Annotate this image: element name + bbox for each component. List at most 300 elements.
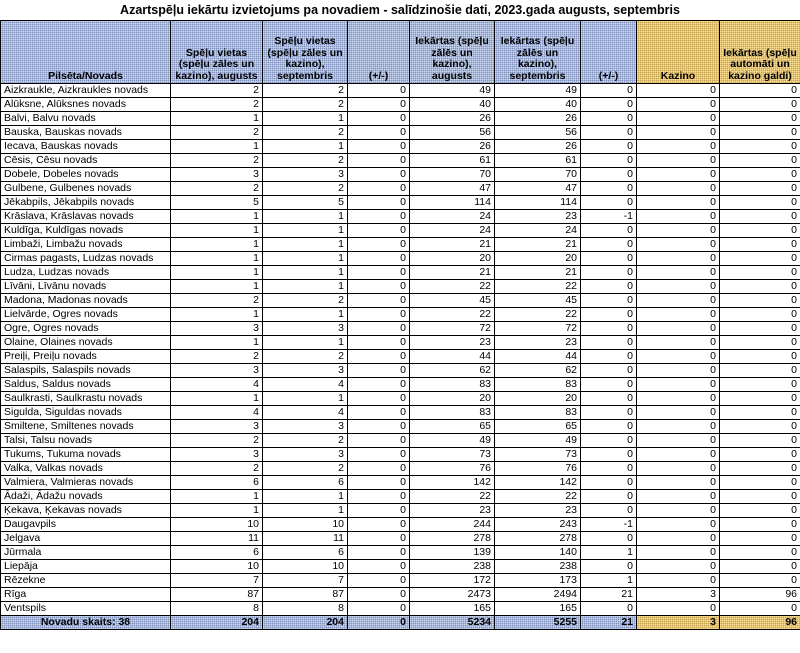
footer-cell: 3 (637, 616, 720, 630)
value-cell: 2 (263, 182, 348, 196)
value-cell: 0 (348, 224, 410, 238)
table-row (1, 252, 800, 266)
value-cell: 23 (495, 504, 581, 518)
value-cell: 0 (348, 434, 410, 448)
value-cell: 0 (348, 448, 410, 462)
table-row (1, 196, 800, 210)
value-cell: 165 (495, 602, 581, 616)
header-row (1, 21, 800, 84)
value-cell: 2 (171, 154, 263, 168)
table-row (1, 308, 800, 322)
value-cell: -1 (581, 518, 637, 532)
value-cell: 3 (263, 420, 348, 434)
city-cell: Smiltene, Smiltenes novads (1, 420, 171, 434)
city-cell: Līvāni, Līvānu novads (1, 280, 171, 294)
value-cell: 22 (495, 308, 581, 322)
value-cell: 2 (263, 98, 348, 112)
value-cell: 1 (581, 574, 637, 588)
value-cell: 0 (348, 154, 410, 168)
value-cell: 0 (581, 476, 637, 490)
table-row (1, 448, 800, 462)
value-cell: 5 (171, 196, 263, 210)
value-cell: -1 (581, 210, 637, 224)
city-cell: Cēsis, Cēsu novads (1, 154, 171, 168)
value-cell: 0 (637, 112, 720, 126)
header-diff-devices: (+/-) (581, 21, 637, 84)
value-cell: 1 (171, 252, 263, 266)
value-cell: 0 (581, 322, 637, 336)
value-cell: 76 (410, 462, 495, 476)
value-cell: 0 (637, 84, 720, 98)
value-cell: 0 (720, 406, 800, 420)
value-cell: 0 (581, 490, 637, 504)
value-cell: 0 (720, 420, 800, 434)
value-cell: 73 (410, 448, 495, 462)
value-cell: 0 (720, 210, 800, 224)
value-cell: 22 (410, 280, 495, 294)
value-cell: 0 (348, 182, 410, 196)
value-cell: 45 (410, 294, 495, 308)
value-cell: 21 (581, 588, 637, 602)
value-cell: 0 (720, 448, 800, 462)
value-cell: 1 (263, 336, 348, 350)
table-row (1, 322, 800, 336)
value-cell: 0 (581, 126, 637, 140)
value-cell: 0 (637, 140, 720, 154)
value-cell: 3 (263, 448, 348, 462)
table-row (1, 588, 800, 602)
footer-cell: 5255 (495, 616, 581, 630)
value-cell: 0 (720, 154, 800, 168)
value-cell: 0 (581, 602, 637, 616)
value-cell: 278 (495, 532, 581, 546)
value-cell: 22 (410, 308, 495, 322)
value-cell: 1 (171, 504, 263, 518)
table-row (1, 84, 800, 98)
value-cell: 8 (171, 602, 263, 616)
value-cell: 0 (637, 448, 720, 462)
value-cell: 0 (348, 280, 410, 294)
table-row (1, 210, 800, 224)
value-cell: 0 (348, 602, 410, 616)
value-cell: 11 (171, 532, 263, 546)
value-cell: 1 (263, 112, 348, 126)
value-cell: 2 (171, 434, 263, 448)
city-cell: Madona, Madonas novads (1, 294, 171, 308)
city-cell: Aizkraukle, Aizkraukles novads (1, 84, 171, 98)
value-cell: 0 (581, 84, 637, 98)
value-cell: 0 (581, 406, 637, 420)
table-row (1, 280, 800, 294)
city-cell: Saulkrasti, Saulkrastu novads (1, 392, 171, 406)
value-cell: 3 (171, 420, 263, 434)
value-cell: 2 (263, 126, 348, 140)
value-cell: 0 (637, 280, 720, 294)
value-cell: 3 (171, 322, 263, 336)
value-cell: 0 (637, 560, 720, 574)
value-cell: 6 (171, 476, 263, 490)
footer-cell: 5234 (410, 616, 495, 630)
header-diff-places: (+/-) (348, 21, 410, 84)
table-row (1, 518, 800, 532)
value-cell: 0 (348, 84, 410, 98)
city-cell: Balvi, Balvu novads (1, 112, 171, 126)
value-cell: 10 (171, 518, 263, 532)
value-cell: 0 (720, 252, 800, 266)
value-cell: 0 (720, 294, 800, 308)
value-cell: 26 (410, 112, 495, 126)
value-cell: 0 (720, 574, 800, 588)
value-cell: 2 (171, 350, 263, 364)
value-cell: 0 (637, 168, 720, 182)
value-cell: 0 (720, 504, 800, 518)
value-cell: 24 (495, 224, 581, 238)
value-cell: 20 (410, 392, 495, 406)
table-row (1, 476, 800, 490)
city-cell: Ventspils (1, 602, 171, 616)
value-cell: 0 (581, 196, 637, 210)
table-row (1, 224, 800, 238)
value-cell: 0 (637, 378, 720, 392)
value-cell: 0 (581, 434, 637, 448)
value-cell: 0 (581, 420, 637, 434)
value-cell: 3 (263, 364, 348, 378)
footer-cell: 204 (263, 616, 348, 630)
city-cell: Olaine, Olaines novads (1, 336, 171, 350)
value-cell: 0 (637, 574, 720, 588)
value-cell: 0 (720, 322, 800, 336)
value-cell: 0 (581, 224, 637, 238)
value-cell: 7 (263, 574, 348, 588)
value-cell: 0 (720, 336, 800, 350)
value-cell: 0 (581, 182, 637, 196)
header-devices-sep: Iekārtas (spēļu zālēs un kazino), septembris (495, 21, 581, 84)
value-cell: 0 (348, 238, 410, 252)
value-cell: 0 (581, 350, 637, 364)
table-row (1, 112, 800, 126)
value-cell: 278 (410, 532, 495, 546)
value-cell: 73 (495, 448, 581, 462)
value-cell: 0 (720, 308, 800, 322)
value-cell: 62 (410, 364, 495, 378)
city-cell: Valmiera, Valmieras novads (1, 476, 171, 490)
value-cell: 0 (581, 504, 637, 518)
value-cell: 1 (263, 252, 348, 266)
city-cell: Jēkabpils, Jēkabpils novads (1, 196, 171, 210)
value-cell: 49 (495, 84, 581, 98)
value-cell: 0 (348, 168, 410, 182)
table-row (1, 602, 800, 616)
value-cell: 21 (410, 266, 495, 280)
value-cell: 83 (495, 378, 581, 392)
value-cell: 65 (410, 420, 495, 434)
value-cell: 0 (637, 182, 720, 196)
value-cell: 40 (410, 98, 495, 112)
value-cell: 10 (171, 560, 263, 574)
value-cell: 0 (637, 336, 720, 350)
value-cell: 0 (720, 462, 800, 476)
value-cell: 6 (263, 476, 348, 490)
value-cell: 140 (495, 546, 581, 560)
value-cell: 0 (720, 126, 800, 140)
value-cell: 114 (410, 196, 495, 210)
value-cell: 0 (581, 364, 637, 378)
value-cell: 87 (171, 588, 263, 602)
value-cell: 0 (720, 490, 800, 504)
value-cell: 0 (348, 406, 410, 420)
value-cell: 1 (263, 490, 348, 504)
value-cell: 0 (637, 266, 720, 280)
value-cell: 0 (348, 196, 410, 210)
city-cell: Kuldīga, Kuldīgas novads (1, 224, 171, 238)
table-row (1, 504, 800, 518)
value-cell: 0 (348, 420, 410, 434)
header-places-sep: Spēļu vietas (spēļu zāles un kazino), septembris (263, 21, 348, 84)
header-casino: Kazino (637, 21, 720, 84)
value-cell: 0 (720, 434, 800, 448)
city-cell: Rēzekne (1, 574, 171, 588)
value-cell: 2 (171, 126, 263, 140)
value-cell: 21 (495, 238, 581, 252)
value-cell: 0 (720, 266, 800, 280)
value-cell: 0 (637, 518, 720, 532)
value-cell: 5 (263, 196, 348, 210)
value-cell: 1 (263, 238, 348, 252)
table-row (1, 182, 800, 196)
city-cell: Ludza, Ludzas novads (1, 266, 171, 280)
value-cell: 0 (581, 308, 637, 322)
value-cell: 0 (637, 504, 720, 518)
table-row (1, 336, 800, 350)
value-cell: 0 (720, 224, 800, 238)
value-cell: 0 (348, 588, 410, 602)
value-cell: 0 (720, 476, 800, 490)
value-cell: 3 (171, 448, 263, 462)
header-casino-devices: Iekārtas (spēļu automāti un kazino galdi) (720, 21, 800, 84)
value-cell: 2 (171, 462, 263, 476)
value-cell: 0 (637, 154, 720, 168)
value-cell: 0 (581, 154, 637, 168)
value-cell: 0 (581, 336, 637, 350)
city-cell: Valka, Valkas novads (1, 462, 171, 476)
value-cell: 3 (263, 168, 348, 182)
value-cell: 0 (720, 112, 800, 126)
value-cell: 0 (348, 266, 410, 280)
value-cell: 0 (720, 350, 800, 364)
value-cell: 0 (637, 98, 720, 112)
value-cell: 0 (720, 84, 800, 98)
city-cell: Krāslava, Krāslavas novads (1, 210, 171, 224)
value-cell: 0 (720, 168, 800, 182)
table-row (1, 154, 800, 168)
value-cell: 0 (348, 294, 410, 308)
value-cell: 10 (263, 518, 348, 532)
value-cell: 3 (171, 364, 263, 378)
value-cell: 26 (495, 112, 581, 126)
value-cell: 26 (495, 140, 581, 154)
value-cell: 22 (495, 490, 581, 504)
table-row (1, 490, 800, 504)
table-row (1, 364, 800, 378)
value-cell: 23 (410, 504, 495, 518)
value-cell: 4 (263, 378, 348, 392)
value-cell: 0 (720, 532, 800, 546)
value-cell: 1 (171, 490, 263, 504)
value-cell: 49 (495, 434, 581, 448)
value-cell: 83 (410, 406, 495, 420)
value-cell: 0 (348, 490, 410, 504)
table-row (1, 98, 800, 112)
value-cell: 0 (581, 532, 637, 546)
value-cell: 0 (637, 210, 720, 224)
value-cell: 21 (410, 238, 495, 252)
city-cell: Ogre, Ogres novads (1, 322, 171, 336)
header-devices-aug: Iekārtas (spēļu zālēs un kazino), augusts (410, 21, 495, 84)
page-title: Azartspēļu iekārtu izvietojums pa novadiem - salīdzinošie dati, 2023.gada augusts, septembris (120, 3, 680, 17)
table-row (1, 392, 800, 406)
value-cell: 56 (410, 126, 495, 140)
value-cell: 0 (720, 238, 800, 252)
city-cell: Sigulda, Siguldas novads (1, 406, 171, 420)
value-cell: 2 (263, 462, 348, 476)
city-cell: Lielvārde, Ogres novads (1, 308, 171, 322)
value-cell: 76 (495, 462, 581, 476)
value-cell: 0 (720, 392, 800, 406)
value-cell: 0 (637, 462, 720, 476)
value-cell: 45 (495, 294, 581, 308)
value-cell: 0 (581, 238, 637, 252)
value-cell: 0 (637, 476, 720, 490)
table-row (1, 168, 800, 182)
value-cell: 0 (348, 350, 410, 364)
value-cell: 20 (495, 252, 581, 266)
value-cell: 0 (720, 196, 800, 210)
value-cell: 70 (410, 168, 495, 182)
value-cell: 0 (720, 560, 800, 574)
value-cell: 6 (263, 546, 348, 560)
city-cell: Bauska, Bauskas novads (1, 126, 171, 140)
value-cell: 24 (410, 210, 495, 224)
value-cell: 2 (263, 294, 348, 308)
value-cell: 0 (348, 504, 410, 518)
city-cell: Saldus, Saldus novads (1, 378, 171, 392)
value-cell: 2494 (495, 588, 581, 602)
value-cell: 1 (581, 546, 637, 560)
city-cell: Tukums, Tukuma novads (1, 448, 171, 462)
value-cell: 0 (348, 112, 410, 126)
value-cell: 4 (171, 406, 263, 420)
value-cell: 0 (720, 98, 800, 112)
value-cell: 0 (348, 546, 410, 560)
value-cell: 0 (348, 140, 410, 154)
value-cell: 0 (348, 322, 410, 336)
value-cell: 0 (637, 392, 720, 406)
value-cell: 0 (348, 518, 410, 532)
value-cell: 56 (495, 126, 581, 140)
value-cell: 21 (495, 266, 581, 280)
value-cell: 49 (410, 84, 495, 98)
value-cell: 0 (720, 364, 800, 378)
city-cell: Liepāja (1, 560, 171, 574)
value-cell: 72 (410, 322, 495, 336)
value-cell: 2473 (410, 588, 495, 602)
value-cell: 0 (581, 462, 637, 476)
value-cell: 10 (263, 560, 348, 574)
value-cell: 40 (495, 98, 581, 112)
value-cell: 1 (171, 336, 263, 350)
value-cell: 65 (495, 420, 581, 434)
value-cell: 142 (495, 476, 581, 490)
value-cell: 1 (263, 224, 348, 238)
value-cell: 26 (410, 140, 495, 154)
value-cell: 0 (637, 406, 720, 420)
value-cell: 0 (581, 140, 637, 154)
table-row (1, 434, 800, 448)
value-cell: 244 (410, 518, 495, 532)
value-cell: 47 (495, 182, 581, 196)
value-cell: 0 (637, 252, 720, 266)
value-cell: 6 (171, 546, 263, 560)
value-cell: 1 (263, 504, 348, 518)
table-row (1, 126, 800, 140)
value-cell: 24 (410, 224, 495, 238)
city-cell: Rīga (1, 588, 171, 602)
value-cell: 0 (637, 238, 720, 252)
city-cell: Dobele, Dobeles novads (1, 168, 171, 182)
value-cell: 0 (637, 350, 720, 364)
value-cell: 0 (637, 308, 720, 322)
value-cell: 22 (410, 490, 495, 504)
value-cell: 0 (348, 560, 410, 574)
value-cell: 0 (720, 280, 800, 294)
value-cell: 0 (348, 98, 410, 112)
value-cell: 0 (348, 532, 410, 546)
value-cell: 44 (495, 350, 581, 364)
value-cell: 0 (637, 294, 720, 308)
table-row (1, 294, 800, 308)
table-row (1, 378, 800, 392)
value-cell: 0 (637, 546, 720, 560)
value-cell: 0 (637, 420, 720, 434)
value-cell: 11 (263, 532, 348, 546)
value-cell: 1 (171, 224, 263, 238)
header-places-aug: Spēļu vietas (spēļu zāles un kazino), augusts (171, 21, 263, 84)
table-row (1, 140, 800, 154)
value-cell: 1 (171, 308, 263, 322)
value-cell: 0 (637, 434, 720, 448)
value-cell: 2 (263, 84, 348, 98)
value-cell: 1 (263, 280, 348, 294)
value-cell: 0 (348, 210, 410, 224)
value-cell: 20 (410, 252, 495, 266)
value-cell: 4 (263, 406, 348, 420)
value-cell: 49 (410, 434, 495, 448)
value-cell: 23 (495, 336, 581, 350)
table-row (1, 350, 800, 364)
value-cell: 47 (410, 182, 495, 196)
value-cell: 0 (720, 140, 800, 154)
value-cell: 44 (410, 350, 495, 364)
value-cell: 2 (171, 294, 263, 308)
value-cell: 62 (495, 364, 581, 378)
city-cell: Cirmas pagasts, Ludzas novads (1, 252, 171, 266)
value-cell: 2 (171, 84, 263, 98)
value-cell: 172 (410, 574, 495, 588)
footer-cell: 0 (348, 616, 410, 630)
value-cell: 0 (581, 168, 637, 182)
value-cell: 0 (581, 112, 637, 126)
value-cell: 2 (171, 182, 263, 196)
